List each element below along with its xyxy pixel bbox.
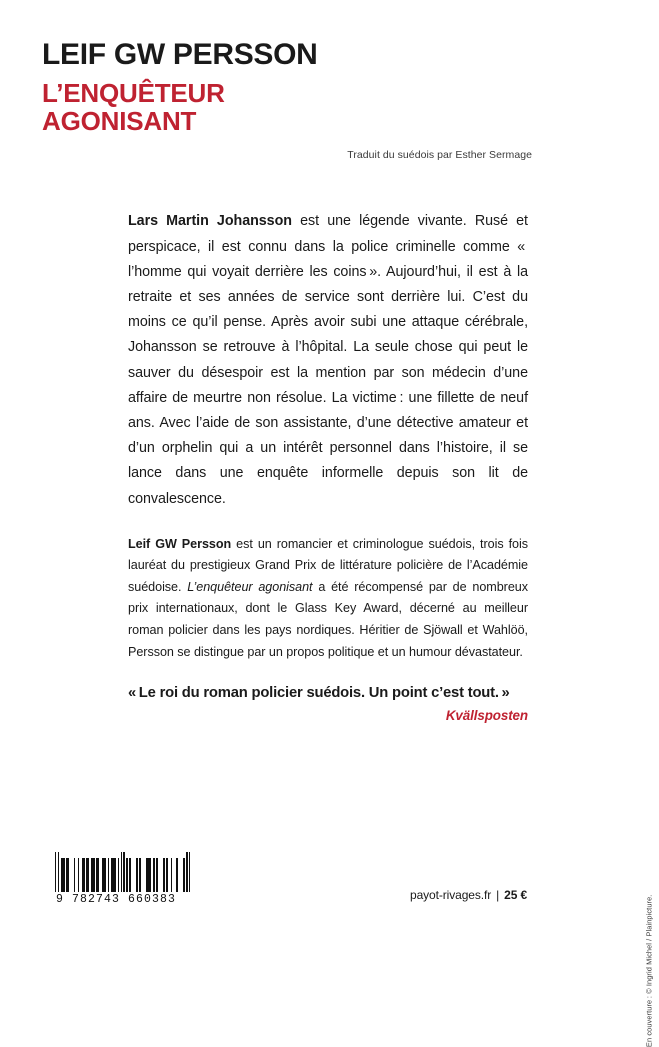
author-bio-paragraph xyxy=(128,534,528,664)
book-title-line-1: L’ENQUÊTEUR xyxy=(42,78,225,108)
barcode xyxy=(55,852,191,906)
publisher-website: payot-rivages.fr xyxy=(410,888,492,902)
barcode-bars-icon xyxy=(55,852,191,892)
pull-quote xyxy=(128,683,528,723)
translator-credit: Traduit du suédois par Esther Sermage xyxy=(347,149,532,162)
author-bio-lead-in: Leif GW Persson xyxy=(128,536,232,551)
pull-quote-text: « Le roi du roman policier suédois. Un point c’est tout. » xyxy=(128,685,510,701)
book-title-line-2: AGONISANT xyxy=(42,105,197,136)
publisher-separator: | xyxy=(496,888,500,902)
synopsis-paragraph xyxy=(128,209,528,511)
pull-quote-source: Kvällsposten xyxy=(445,708,528,723)
synopsis-body: est une légende vivante. Rusé et perspicace, il est connu dans la police criminelle comme « l’homme qui voyait derrière les coins ». Aujourd’hui, il est à la retraite et ses années de service sont derrière lui. C’est du moins ce qu’il pense. Après avoir subi une attaque cérébrale, Johansson se retrouve à l’hôpital. La seule chose qui peut le sauver du désespoir est la mention par son médecin d’une affaire de meurtre non résolue. La victime : une fillette de neuf ans. Avec l’aide de son assistante, d’une détective amateur et d’un orphelin qui a un intérêt personnel dans l’histoire, il se lance dans une enquête informelle depuis son lit de convalescence. xyxy=(128,213,528,507)
barcode-digits: 9 782743 660383 xyxy=(56,893,177,906)
author-bio-part-1: est un romancier et criminologue suédois, trois fois lauréat du prestigieux Grand Prix de littérature policière de l’Académie suédoise. xyxy=(128,536,528,594)
author-name: LEIF GW PERSSON xyxy=(42,38,318,71)
author-bio-part-2: a été récompensé par de nombreux prix internationaux, dont le Glass Key Award, décerné au meilleur roman policier dans les pays nordiques. Héritier de Sjöwall et Wahlöö, Persson se distingue par un propos politique et un humour dévastateur. xyxy=(128,579,528,659)
synopsis-lead-in: Lars Martin Johansson xyxy=(128,213,292,230)
publisher-line xyxy=(410,888,527,902)
price-label: 25 € xyxy=(504,888,528,902)
author-bio-book-title: L’enquêteur agonisant xyxy=(187,579,313,594)
cover-header xyxy=(42,40,532,161)
page-title xyxy=(42,80,532,135)
cover-photo-credit: En couverture : © Ingrid Michel / Plainpicture. xyxy=(645,894,654,1047)
